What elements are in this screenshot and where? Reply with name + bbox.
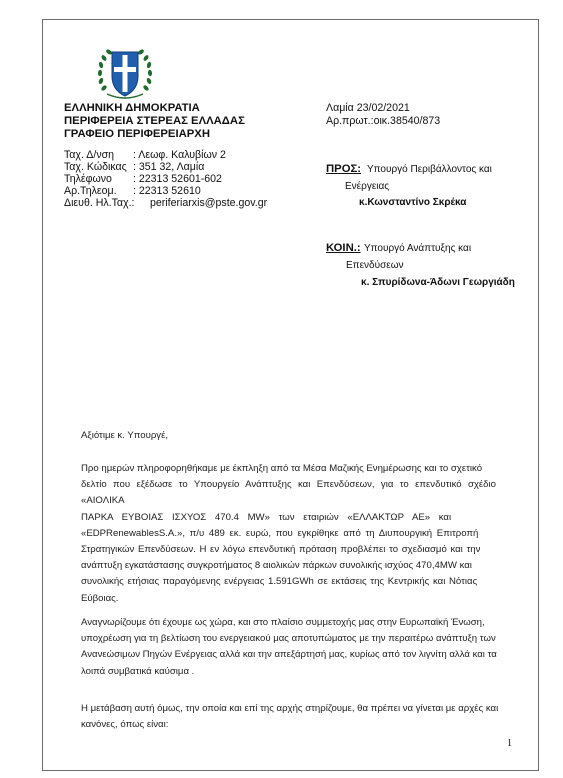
paragraph-line: Ανανεώσιμων Πηγών Ενέργειας αλλά και την απεξάρτησή μας, κυρίως από τον λιγνίτη αλλά και τα [81,649,497,661]
cc-line: Επενδύσεων [346,260,404,271]
org-line: ΠΕΡΙΦΕΡΕΙΑ ΣΤΕΡΕΑΣ ΕΛΛΑΔΑΣ [64,114,245,127]
protocol-number: Αρ.πρωτ.:οικ.38540/873 [326,114,441,127]
paragraph-1 [81,461,496,607]
paragraph-line: υποχρέωση για τη βελτίωση του ενεργειακού μας αποτυπώματος με την περαιτέρω ανάπτυξη των [81,633,496,645]
address-value: : 22313 52601-602 [133,173,222,185]
to-label: ΠΡΟΣ: [326,163,362,175]
cc-label: ΚΟΙΝ.: [326,242,361,254]
address-label: Αρ.Τηλεομ. [64,185,117,197]
paragraph-line: Αναγνωρίζουμε ότι έχουμε ως χώρα, και στο πλαίσιο συμμετοχής μας στην Ευρωπαϊκή Ένωση, [81,617,485,628]
paragraph-line: Προ ημερών πληροφορηθήκαμε με έκπληξη από τα Μέσα Μαζικής Ενημέρωσης και το σχετικό [81,463,483,474]
paragraph-line: λοιπά συμβατικά καύσιμα . [81,665,195,677]
address-value: : 351 32, Λαμία [133,161,205,173]
org-line: ΓΡΑΦΕΙΟ ΠΕΡΙΦΕΡΕΙΑΡΧΗ [64,127,210,140]
cc-line: Υπουργό Ανάπτυξης και [364,243,472,254]
paragraph-line: ανάπτυξη εγκατάστασης συγκροτήματος 8 αιολικών πάρκων συνολικής ισχύος 470,4MW και [81,560,472,572]
paragraph-line: Η μετάβαση αυτή όμως, την οποία και επί της αρχής στηρίζουμε, θα πρέπει να γίνεται με αρχές και [81,703,499,714]
address-value: : 22313 52610 [133,185,201,197]
organization-block [64,102,245,140]
paragraph-line: ΠΑΡΚΑ ΕΥΒΟΙΑΣ ΙΣΧΥΟΣ 470.4 MW» των εταιριών «ΕΛΛΑΚΤΩΡ ΑΕ» και [81,511,452,523]
date-protocol-block [326,102,440,128]
paragraph-3 [81,701,499,733]
email-address: periferiarxis@pste.gov.gr [150,197,268,209]
address-value: : Λεωφ. Καλυβίων 2 [133,149,226,161]
paragraph-line: Στρατηγικών Επενδύσεων. Η εν λόγω επενδυτική πρόταση προβλέπει το σχεδιασμό και την [81,544,481,556]
paragraph-line: συνολικής ετήσιας παραγόμενης ενέργειας 1.591GWh σε εκτάσεις της Κεντρικής και Νότιας [81,576,478,588]
address-label: Τηλέφωνο [64,173,112,185]
address-label: Διευθ. Ηλ.Ταχ.: [64,197,135,209]
page-number: 1 [507,738,512,749]
paragraph-line: Εύβοιας. [81,592,119,604]
paragraph-line: κανόνες, όπως είναι: [81,719,169,731]
cc-recipient-name: κ. Σπυρίδωνα-Άδωνι Γεωργιάδη [361,277,515,288]
to-line: Ενέργειας [345,181,390,192]
document-date: Λαμία 23/02/2021 [326,102,410,114]
address-label: Ταχ. Δ/νση [64,149,115,161]
to-recipient-name: κ.Κωνσταντίνο Σκρέκα [359,197,467,208]
to-line: Υπουργό Περιβάλλοντος και [367,164,492,175]
org-line: ΕΛΛΗΝΙΚΗ ΔΗΜΟΚΡΑΤΙΑ [64,102,200,114]
paragraph-line: δελτίο που εξέδωσε το Υπουργείο Ανάπτυξης και Επενδύσεων, για το επενδυτικό σχέδιο «ΑΙΟΛΙΚΑ [81,479,496,507]
address-label: Ταχ. Κώδικας [64,161,127,173]
paragraph-2 [81,615,496,680]
salutation: Αξιότιμε κ. Υπουργέ, [81,430,169,441]
paragraph-line: «EDPRenewablesS.A.», π/υ 489 εκ. ευρώ, που εγκρίθηκε από τη Διυπουργική Επιτροπή [81,527,479,539]
greek-state-emblem-icon [95,44,155,102]
